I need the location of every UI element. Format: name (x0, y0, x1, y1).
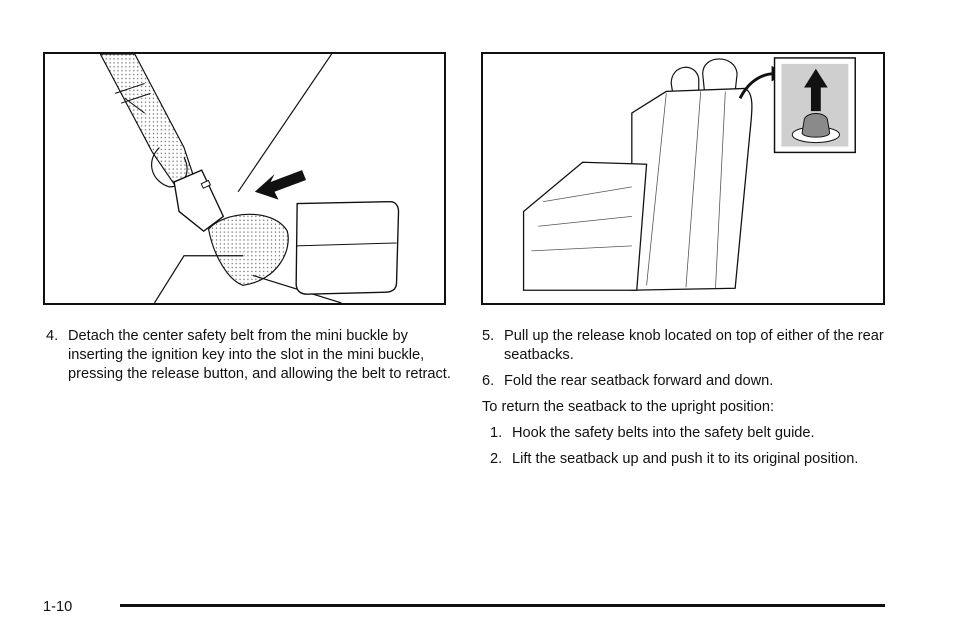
step-6 (482, 372, 902, 391)
right-column (482, 327, 902, 476)
mini-buckle-illustration (43, 52, 446, 305)
step-number: 4. (46, 328, 59, 344)
step-text: Pull up the release knob located on top of either of the rear seatbacks. (504, 328, 884, 363)
belt-strap (100, 54, 193, 187)
step-number: 6. (482, 373, 495, 389)
page-number: 1-10 (43, 599, 73, 615)
return-step-2 (490, 450, 902, 469)
step-text: Hook the safety belts into the safety belt guide. (512, 425, 815, 441)
step-text: Detach the center safety belt from the mini buckle by inserting the ignition key into the slot in the mini buckle, pressing the release button, and allowing the belt to retract. (68, 328, 451, 382)
step-4 (46, 327, 451, 384)
left-column (46, 327, 451, 391)
direction-arrow (255, 170, 306, 200)
step-number: 2. (490, 451, 503, 467)
step-5 (482, 327, 902, 365)
step-number: 1. (490, 425, 503, 441)
return-intro: To return the seatback to the upright position: (482, 399, 775, 415)
step-text: Fold the rear seatback forward and down. (504, 373, 774, 389)
return-step-1 (490, 424, 902, 443)
rear-seat-drawing (483, 54, 883, 303)
footer-rule (120, 604, 885, 607)
rear-seat-illustration (481, 52, 885, 305)
mini-buckle (174, 170, 223, 231)
buckle-receiver (296, 202, 398, 295)
step-text: Lift the seatback up and push it to its original position. (512, 451, 859, 467)
step-number: 5. (482, 328, 495, 344)
seatback (632, 88, 752, 290)
mini-buckle-drawing (45, 54, 444, 303)
release-knob (802, 114, 830, 138)
